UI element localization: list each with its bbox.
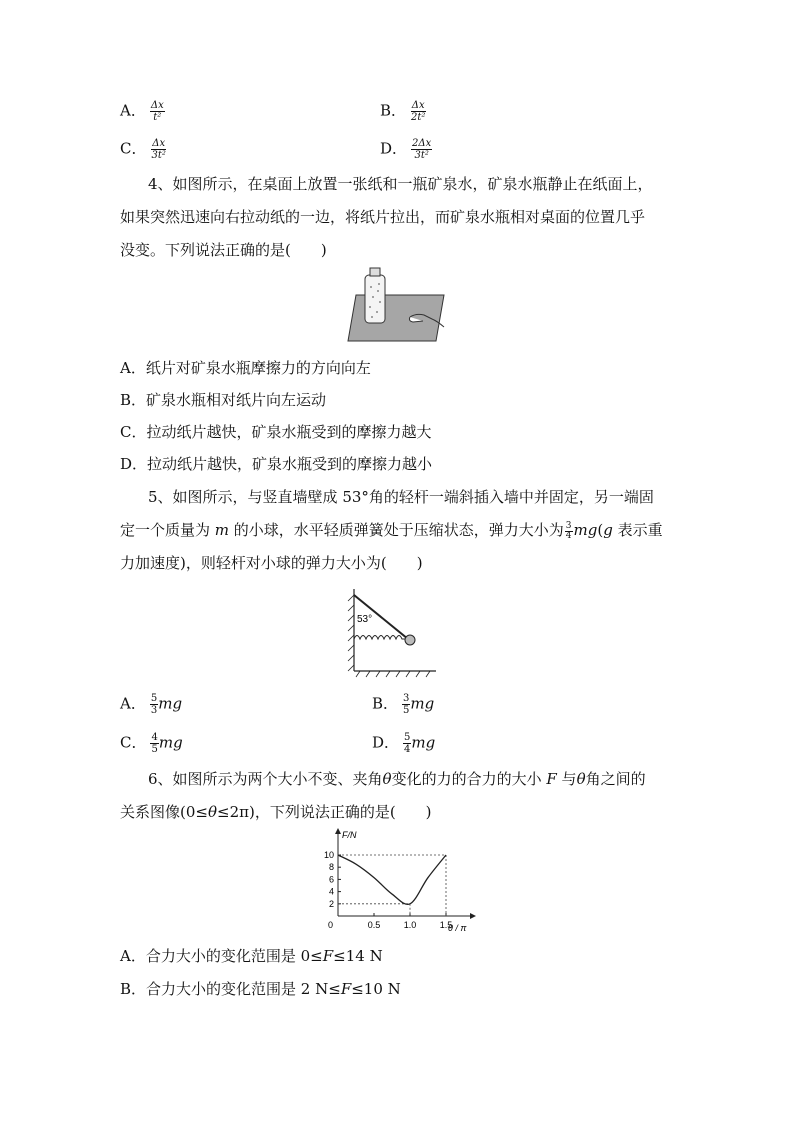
q6-option-b: B．合力大小的变化范围是 2 N≤F≤10 N: [120, 980, 401, 998]
y-tick-label: 4: [328, 886, 334, 897]
option-letter: C．: [120, 139, 147, 158]
q3-option-b: [380, 100, 426, 123]
q5-option-d: D． $\frac{5}{4}$ mg: [372, 732, 436, 755]
floor-hatching: [356, 671, 430, 677]
y-axis-arrow: [335, 828, 341, 834]
q4-option-b: B．矿泉水瓶相对纸片向左运动: [120, 391, 327, 409]
bottle-cap: [370, 268, 380, 276]
q4-stem-line2: 如果突然迅速向右拉动纸的一边，将纸片拉出，而矿泉水瓶相对桌面的位置几乎: [120, 208, 646, 226]
fraction-denominator: 3t²: [151, 150, 166, 161]
spring-force-fraction: $\frac{3}{4}$: [565, 520, 572, 541]
q5-option-c: C． $\frac{4}{5}$ mg: [120, 732, 183, 755]
x-tick-label: 1.5: [439, 920, 453, 930]
q5-stem-line3: 力加速度)，则轻杆对小球的弹力大小为( ): [120, 554, 423, 572]
q3-option-c: [120, 138, 167, 161]
q4-stem-line3: 没变。下列说法正确的是( ): [120, 241, 327, 259]
q4-option-c: C．拉动纸片越快，矿泉水瓶受到的摩擦力越大: [120, 423, 432, 441]
option-letter: B．: [380, 101, 407, 120]
q6-stem-line2: 关系图像(0≤θ≤2π)，下列说法正确的是( ): [120, 803, 432, 821]
compressed-spring: [354, 636, 407, 640]
q4-stem-line1: 4、如图所示，在桌面上放置一张纸和一瓶矿泉水，矿泉水瓶静止在纸面上，: [148, 175, 653, 193]
q3-option-a: [120, 100, 165, 123]
water-bottle: [365, 275, 385, 323]
fraction-numerator: Δx: [152, 138, 166, 149]
q6-stem-line1: 6、如图所示为两个大小不变、夹角θ变化的力的合力的大小 F 与θ角之间的: [148, 770, 646, 788]
fraction-numerator: Δx: [411, 100, 425, 111]
x-tick-label: 0.5: [367, 920, 381, 930]
q4-option-a: A．纸片对矿泉水瓶摩擦力的方向向左: [120, 359, 371, 377]
x-axis-arrow: [470, 913, 476, 919]
origin-label: 0: [328, 920, 334, 930]
q5-stem-line1: 5、如图所示，与竖直墙壁成 53°角的轻杆一端斜插入墙中并固定，另一端固: [148, 488, 654, 506]
q4-option-d: D．拉动纸片越快，矿泉水瓶受到的摩擦力越小: [120, 455, 433, 473]
fraction-denominator: 2t²: [411, 112, 426, 123]
force-angle-chart: [308, 828, 478, 936]
fraction-numerator: 2Δx: [412, 138, 432, 149]
angle-label: 53°: [357, 614, 373, 625]
q6-option-a: A．合力大小的变化范围是 0≤F≤14 N: [120, 947, 383, 965]
bottle-on-paper-figure: [340, 265, 450, 345]
fraction-numerator: Δx: [150, 100, 164, 111]
q5-option-b: B． $\frac{3}{5}$ mg: [372, 693, 435, 716]
fraction-denominator: 3t²: [414, 150, 429, 161]
q3-option-d: [380, 138, 432, 161]
option-letter: D．: [380, 139, 408, 158]
q5-stem-line2: 定一个质量为 m 的小球，水平轻质弹簧处于压缩状态，弹力大小为 $\frac{3}{4}$ mg(g 表示重: [120, 520, 663, 541]
small-ball: [405, 635, 415, 645]
y-tick-label: 10: [323, 850, 334, 860]
q5-option-a: A． $\frac{5}{3}$ mg: [120, 693, 183, 716]
wall-hatching: [348, 595, 354, 671]
y-tick-label: 2: [328, 898, 334, 909]
fraction-denominator: t²: [153, 112, 162, 123]
rod-spring-ball-figure: [344, 585, 444, 680]
y-axis-label: F/N: [342, 830, 357, 840]
y-tick-label: 8: [328, 862, 334, 873]
option-letter: A．: [120, 101, 146, 120]
y-tick-label: 6: [328, 874, 334, 885]
force-curve: [338, 855, 446, 904]
x-tick-label: 1.0: [403, 920, 417, 930]
x-axis-label: θ / π: [448, 923, 467, 933]
